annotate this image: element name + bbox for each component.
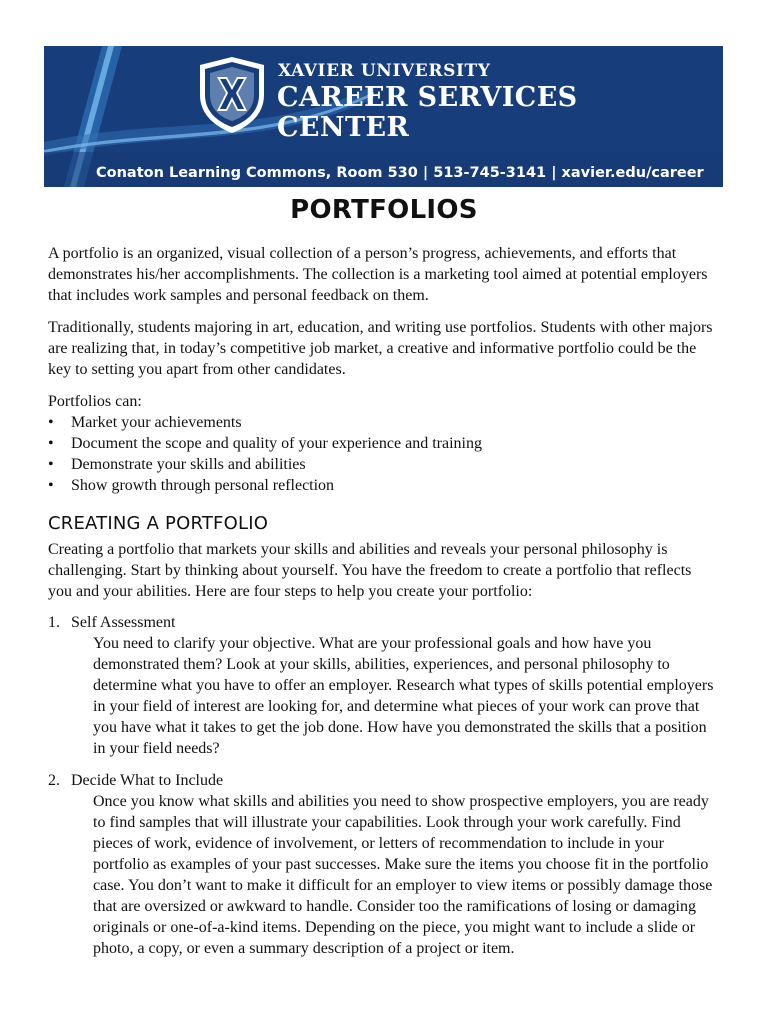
xavier-shield-logo (196, 55, 268, 135)
university-name: XAVIER UNIVERSITY (278, 61, 491, 81)
step-title: Self Assessment (71, 614, 176, 631)
step-number: 1. (48, 614, 60, 631)
bullet-icon: • (48, 414, 54, 431)
center-name-line-1: CAREER SERVICES (277, 82, 578, 113)
step-number: 2. (48, 772, 60, 789)
list-intro: Portfolios can: (48, 393, 142, 410)
page-title: PORTFOLIOS (290, 195, 478, 225)
bullet-icon: • (48, 456, 54, 473)
step-body: You need to clarify your objective. What are your professional goals and how have you demonstrated them? Look at your skills, abilities, experiences, and personal philosophy to determine what you have to offer an employer. Research what types of skills potential employers in your field of interest are looking for, and determine what pieces of your work can prove that you have what it takes to get the job done. How have you demonstrated the skills that a position in your field needs? (93, 635, 714, 757)
intro-paragraph-2: Traditionally, students majoring in art, education, and writing use portfolios. Students with other majors are realizing that, in today’s competitive job market, a creative and informative portfolio could be the key to setting you apart from other candidates. (48, 319, 713, 378)
career-services-banner (44, 46, 723, 187)
banner-contact-info: Conaton Learning Commons, Room 530 | 513-745-3141 | xavier.edu/career (96, 165, 704, 181)
bullet-icon: • (48, 477, 54, 494)
list-item-text: Show growth through personal reflection (71, 477, 335, 494)
step-2 (48, 770, 718, 959)
section-intro: Creating a portfolio that markets your skills and abilities and reveals your personal philosophy is challenging. Start by thinking about yourself. You have the freedom to create a portfolio that reflects you and your abilities. Here are four steps to help you create your portfolio: (48, 541, 692, 600)
step-title: Decide What to Include (71, 772, 224, 789)
step-body: Once you know what skills and abilities you need to show prospective employers, you are ready to find samples that will illustrate your capabilities. Look through your work carefully. Find pieces of work, evidence of involvement, or letters of recommendation to include in your portfolio as examples of your past successes. Make sure the items you choose fit in the portfolio case. You don’t want to make it difficult for an employer to view items or possibly damage those that are oversized or awkward to handle. Consider too the ramifications of losing or damaging originals or one-of-a-kind items. Depending on the piece, you might want to include a slide or photo, a copy, or even a summary description of a project or item. (93, 793, 713, 957)
list-item-text: Market your achievements (71, 414, 242, 431)
section-heading: CREATING A PORTFOLIO (48, 513, 269, 534)
list-item (48, 433, 708, 454)
list-item (48, 475, 708, 496)
center-name-line-2: CENTER (277, 112, 410, 143)
intro-paragraph-1: A portfolio is an organized, visual collection of a person’s progress, achievements, and efforts that demonstrates his/her accomplishments. The collection is a marketing tool aimed at potential employers that includes work samples and personal feedback on them. (48, 245, 708, 304)
bullet-icon: • (48, 435, 54, 452)
step-heading (48, 770, 718, 791)
step-heading (48, 612, 718, 633)
list-item-text: Document the scope and quality of your experience and training (71, 435, 482, 452)
step-1 (48, 612, 718, 759)
list-item-text: Demonstrate your skills and abilities (71, 456, 306, 473)
list-item (48, 454, 708, 475)
portfolio-benefits-list (48, 412, 708, 496)
list-item (48, 412, 708, 433)
